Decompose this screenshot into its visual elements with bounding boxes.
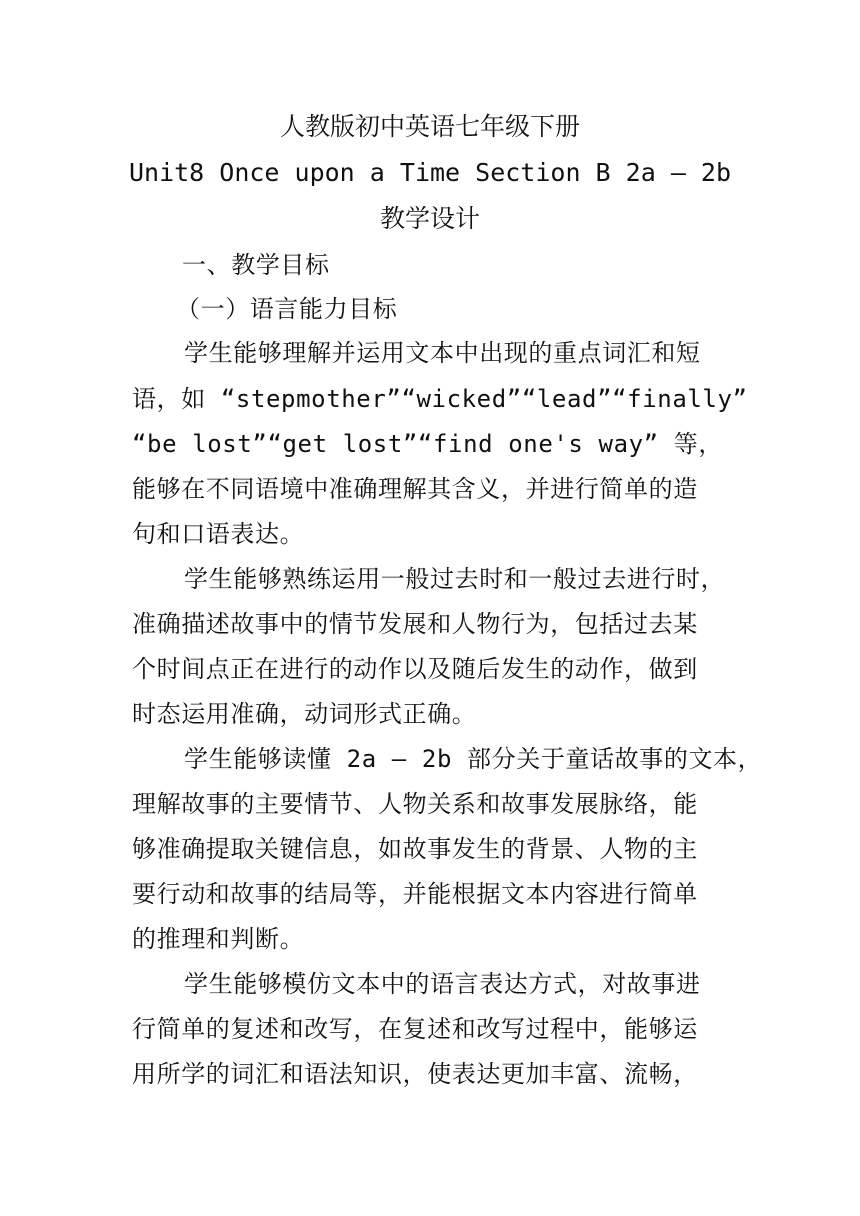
paragraph-line: 行简单的复述和改写，在复述和改写过程中，能够运 [132,1015,698,1043]
paragraph-line: 语，如 “stepmother”“wicked”“lead”“finally” [132,385,748,413]
subsection-heading: （一）语言能力目标 [176,295,398,323]
paragraph-line: 学生能够模仿文本中的语言表达方式，对故事进 [184,970,701,998]
section-heading: 一、教学目标 [182,251,330,279]
paragraph-line: 学生能够读懂 2a – 2b 部分关于童话故事的文本， [184,745,763,773]
paragraph-line: 理解故事的主要情节、人物关系和故事发展脉络，能 [132,790,698,818]
paragraph-line: 学生能够熟练运用一般过去时和一般过去进行时， [184,565,726,593]
document-title-suffix: 教学设计 [379,204,480,233]
paragraph-line: 够准确提取关键信息，如故事发生的背景、人物的主 [132,835,698,863]
paragraph-line: 准确描述故事中的情节发展和人物行为，包括过去某 [132,610,698,638]
paragraph-line: “be lost”“get lost”“find one's way” 等， [132,430,723,458]
document-title: 人教版初中英语七年级下册 [279,112,580,141]
paragraph-line: 句和口语表达。 [132,520,305,548]
paragraph-line: 学生能够理解并运用文本中出现的重点词汇和短 [184,339,701,367]
paragraph-line: 能够在不同语境中准确理解其含义，并进行简单的造 [132,475,698,503]
paragraph-line: 要行动和故事的结局等，并能根据文本内容进行简单 [132,880,698,908]
paragraph-line: 时态运用准确，动词形式正确。 [132,700,477,728]
paragraph-line: 个时间点正在进行的动作以及随后发生的动作，做到 [132,655,698,683]
document-subtitle: Unit8 Once upon a Time Section B 2a – 2b [128,158,732,187]
paragraph-line: 用所学的词汇和语法知识，使表达更加丰富、流畅， [132,1060,698,1088]
paragraph-line: 的推理和判断。 [132,925,305,953]
